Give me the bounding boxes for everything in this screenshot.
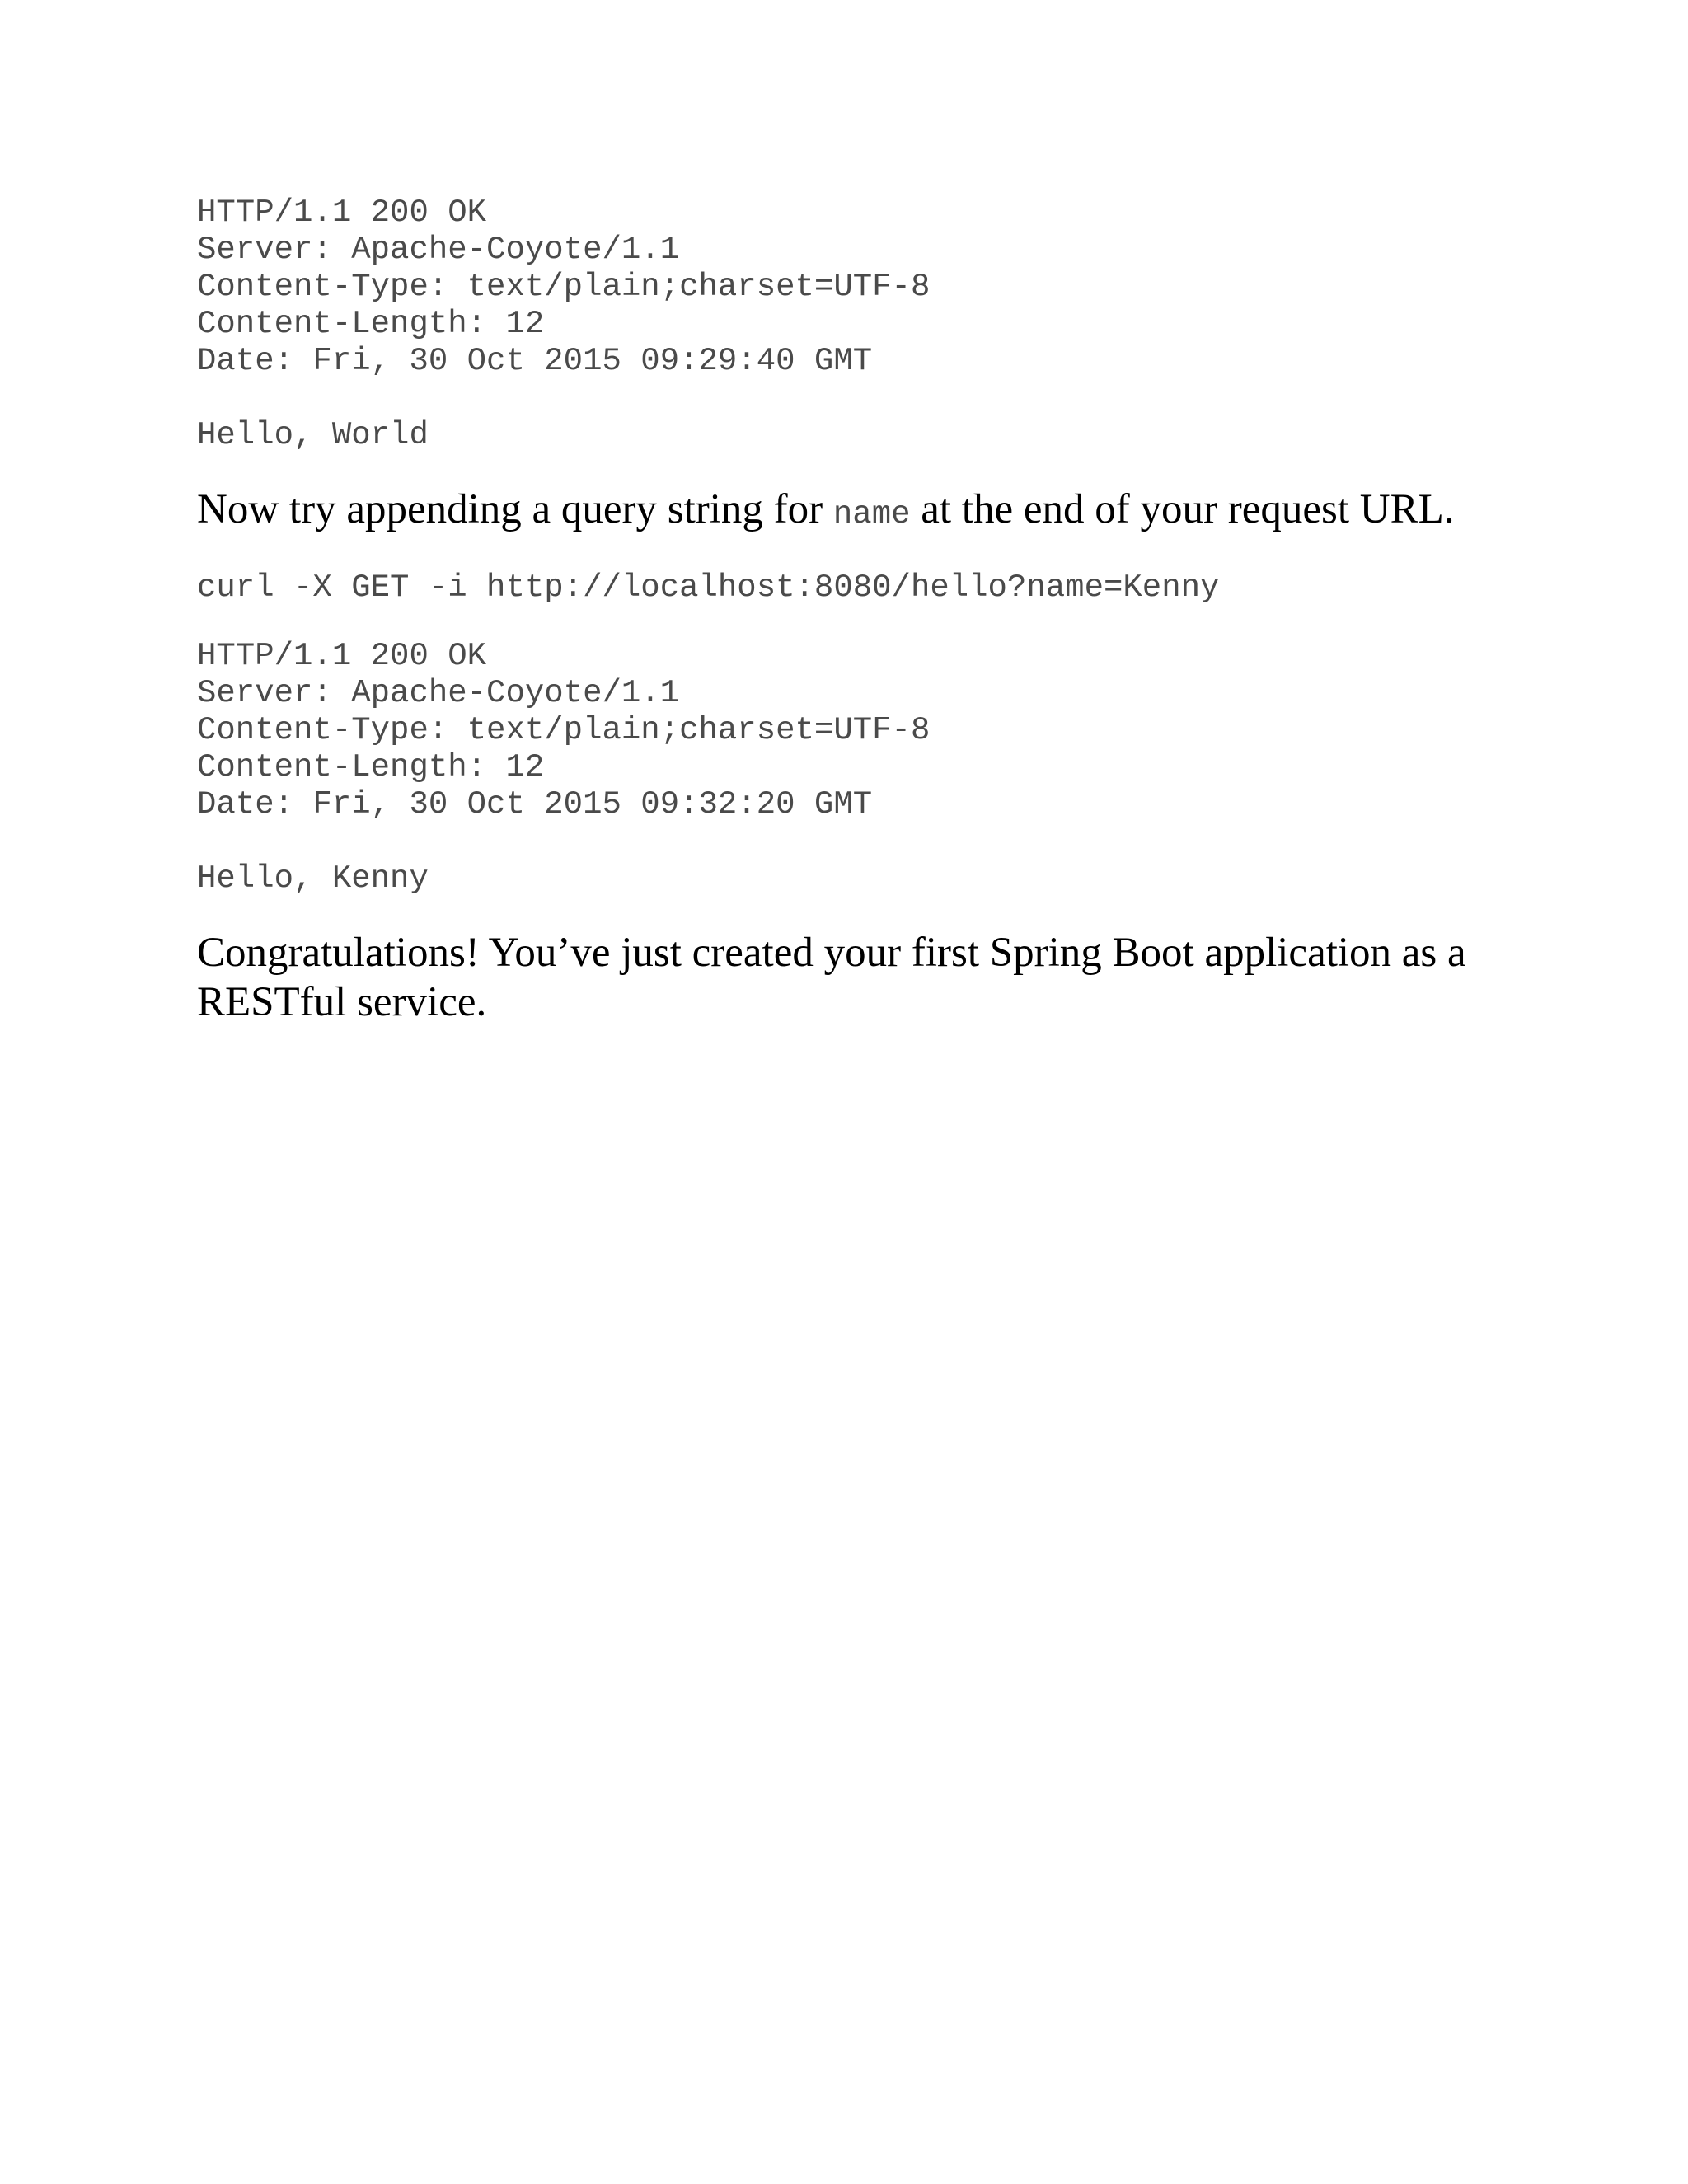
- paragraph-text-before: Now try appending a query string for: [197, 486, 833, 532]
- status-line: HTTP/1.1 200 OK: [197, 194, 487, 231]
- content-length-header: Content-Length: 12: [197, 306, 545, 342]
- instruction-paragraph: [197, 485, 1491, 539]
- congratulations-line-2: RESTful service.: [197, 979, 487, 1025]
- inline-code-name: name: [832, 496, 911, 532]
- curl-command-block: [197, 569, 1491, 607]
- date-header: Date: Fri, 30 Oct 2015 09:29:40 GMT: [197, 343, 873, 379]
- content-type-header: Content-Type: text/plain;charset=UTF-8: [197, 712, 931, 748]
- response-body-2: [197, 860, 1491, 898]
- server-header: Server: Apache-Coyote/1.1: [197, 232, 680, 268]
- status-line: HTTP/1.1 200 OK: [197, 638, 487, 674]
- server-header: Server: Apache-Coyote/1.1: [197, 675, 680, 711]
- response-headers-block-2: [197, 638, 1491, 823]
- congratulations-paragraph: [197, 928, 1491, 1027]
- curl-command: curl -X GET -i http://localhost:8080/hello?name=Kenny: [197, 569, 1220, 606]
- congratulations-line-1: Congratulations! You’ve just created your first Spring Boot application as a: [197, 930, 1466, 976]
- response-headers-block-1: [197, 194, 1491, 380]
- page-content: [197, 194, 1491, 1027]
- content-length-header: Content-Length: 12: [197, 749, 545, 785]
- content-type-header: Content-Type: text/plain;charset=UTF-8: [197, 269, 931, 305]
- date-header: Date: Fri, 30 Oct 2015 09:32:20 GMT: [197, 786, 873, 823]
- response-body-1: [197, 417, 1491, 454]
- paragraph-text-after: at the end of your request URL.: [910, 486, 1455, 532]
- response-body-text: Hello, World: [197, 417, 429, 453]
- response-body-text: Hello, Kenny: [197, 860, 429, 897]
